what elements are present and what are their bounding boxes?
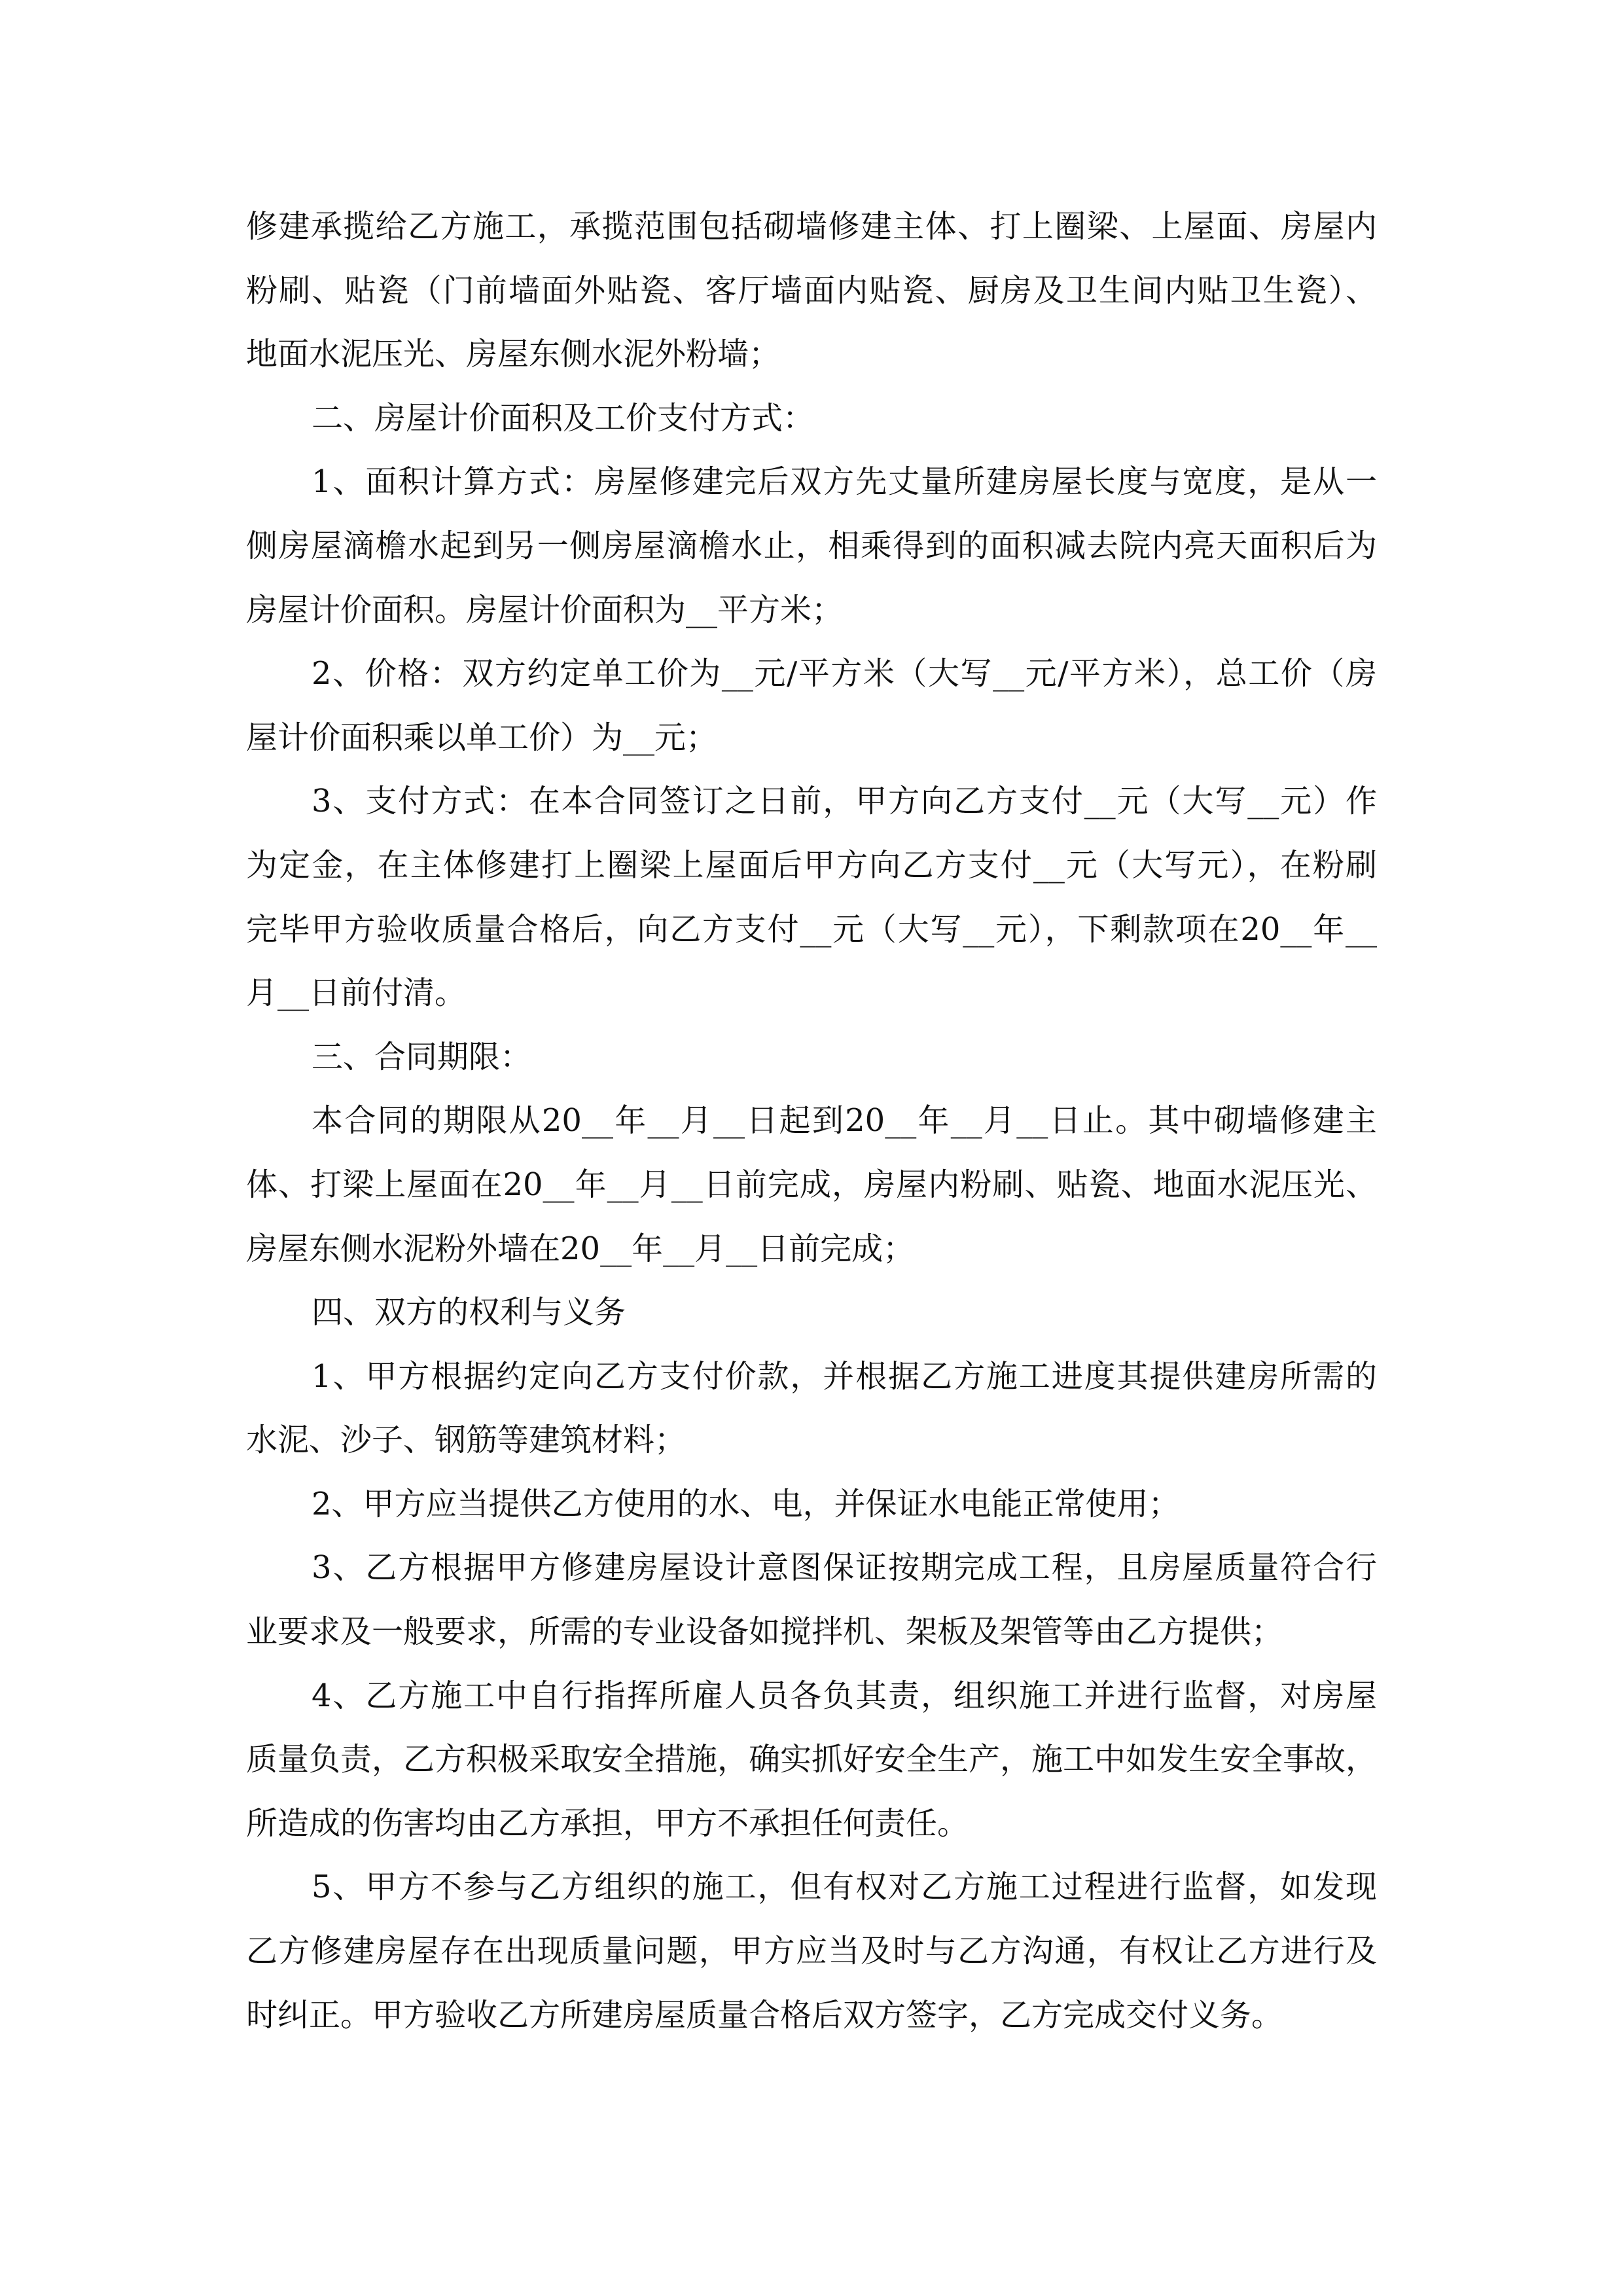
paragraph <box>246 1664 1377 1856</box>
contract-page-body <box>246 195 1377 2047</box>
paragraph <box>246 1026 1377 1090</box>
paragraph <box>246 387 1377 451</box>
paragraph <box>246 1281 1377 1345</box>
text-line: 水泥、沙子、钢筋等建筑材料； <box>246 1422 687 1459</box>
text-line: 月__日前付清。 <box>246 975 467 1012</box>
text-line: 为定金，在主体修建打上圈梁上屋面后甲方向乙方支付__元（大写元），在粉刷 <box>246 846 1377 884</box>
text-line: 时纠正。甲方验收乙方所建房屋质量合格后双方签字，乙方完成交付义务。 <box>246 1996 1283 2034</box>
text-line: 1、面积计算方式：房屋修建完后双方先丈量所建房屋长度与宽度，是从一 <box>312 463 1377 501</box>
text-line: 2、甲方应当提供乙方使用的水、电，并保证水电能正常使用； <box>312 1485 1180 1522</box>
text-line: 粉刷、贴瓷（门前墙面外贴瓷、客厅墙面内贴瓷、厨房及卫生间内贴卫生瓷）、 <box>246 272 1377 309</box>
text-line: 本合同的期限从20__年__月__日起到20__年__月__日止。其中砌墙修建主 <box>312 1102 1377 1139</box>
text-line: 3、支付方式：在本合同签订之日前，甲方向乙方支付__元（大写__元）作 <box>312 783 1377 820</box>
paragraph <box>246 450 1377 642</box>
paragraph <box>246 1089 1377 1281</box>
paragraph <box>246 1536 1377 1664</box>
text-line: 4、乙方施工中自行指挥所雇人员各负其责，组织施工并进行监督，对房屋 <box>312 1677 1377 1714</box>
text-line: 地面水泥压光、房屋东侧水泥外粉墙； <box>246 336 781 373</box>
text-line: 业要求及一般要求，所需的专业设备如搅拌机、架板及架管等由乙方提供； <box>246 1613 1283 1651</box>
text-line: 屋计价面积乘以单工价）为__元； <box>246 719 718 756</box>
text-line: 修建承揽给乙方施工，承揽范围包括砌墙修建主体、打上圈梁、上屋面、房屋内 <box>246 208 1377 245</box>
paragraph <box>246 1473 1377 1537</box>
text-line: 三、合同期限： <box>312 1038 532 1075</box>
text-line: 完毕甲方验收质量合格后，向乙方支付__元（大写__元），下剩款项在20__年__ <box>246 910 1377 948</box>
paragraph <box>246 770 1377 1025</box>
text-line: 3、乙方根据甲方修建房屋设计意图保证按期完成工程，且房屋质量符合行 <box>312 1549 1377 1587</box>
text-line: 四、双方的权利与义务 <box>312 1294 626 1331</box>
text-line: 所造成的伤害均由乙方承担，甲方不承担任何责任。 <box>246 1804 969 1842</box>
text-line: 体、打梁上屋面在20__年__月__日前完成，房屋内粉刷、贴瓷、地面水泥压光、 <box>246 1166 1377 1203</box>
text-line: 1、甲方根据约定向乙方支付价款，并根据乙方施工进度其提供建房所需的 <box>312 1357 1377 1395</box>
paragraph <box>246 195 1377 387</box>
text-line: 2、价格：双方约定单工价为__元/平方米（大写__元/平方米），总工价（房 <box>312 655 1377 692</box>
text-line: 5、甲方不参与乙方组织的施工，但有权对乙方施工过程进行监督，如发现 <box>312 1869 1377 1906</box>
paragraph <box>246 642 1377 770</box>
paragraph <box>246 1345 1377 1473</box>
paragraph <box>246 1856 1377 2047</box>
text-line: 房屋计价面积。房屋计价面积为__平方米； <box>246 591 844 628</box>
text-line: 侧房屋滴檐水起到另一侧房屋滴檐水止，相乘得到的面积减去院内亮天面积后为 <box>246 527 1377 564</box>
text-line: 乙方修建房屋存在出现质量问题，甲方应当及时与乙方沟通，有权让乙方进行及 <box>246 1933 1377 1970</box>
text-line: 房屋东侧水泥粉外墙在20__年__月__日前完成； <box>246 1230 915 1267</box>
text-line: 质量负责，乙方积极采取安全措施，确实抓好安全生产，施工中如发生安全事故， <box>246 1741 1378 1778</box>
text-line: 二、房屋计价面积及工价支付方式： <box>312 399 815 437</box>
